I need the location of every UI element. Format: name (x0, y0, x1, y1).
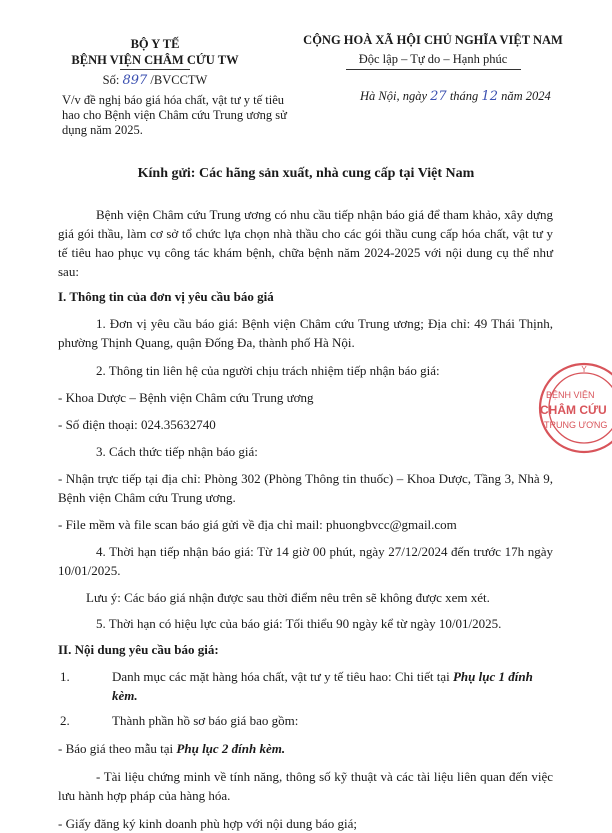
section-2-item-1 (58, 667, 553, 705)
issuer-header (60, 36, 250, 89)
handwritten-month: 12 (481, 89, 498, 104)
section-1-item-4: 4. Thời hạn tiếp nhận báo giá: Từ 14 giờ 00 phút, ngày 27/12/2024 đến trước 17h ngày 10/01/2025. (58, 544, 553, 578)
item-2-text: Thành phần hồ sơ báo giá bao gồm: (112, 713, 299, 728)
handwritten-day: 27 (430, 89, 447, 104)
receive-direct: - Nhận trực tiếp tại địa chỉ: Phòng 302 (Phòng Thông tin thuốc) – Khoa Dược, Tầng 3, Nhà 9, Bệnh viện Châm cứu Trung ương. (58, 471, 553, 505)
ministry-name: BỘ Y TẾ (130, 37, 180, 51)
section-1-item-1: 1. Đơn vị yêu cầu báo giá: Bệnh viện Châm cứu Trung ương; Địa chỉ: 49 Thái Thịnh, phường Thịnh Quang, quận Đống Đa, thành phố Hà Nội. (58, 316, 553, 350)
bullet-1-text: - Báo giá theo mẫu tại (58, 741, 174, 756)
item-2-number: 2. (60, 713, 70, 728)
issue-date (360, 89, 551, 104)
month-label: tháng (449, 89, 479, 103)
item-1-text: Danh mục các mặt hàng hóa chất, vật tư y tế tiêu hao: Chi tiết tại (112, 669, 450, 684)
late-note: Lưu ý: Các báo giá nhận được sau thời điểm nêu trên sẽ không được xem xét. (86, 590, 490, 605)
motto-underline (346, 69, 521, 70)
bullet-quote-form (58, 739, 553, 758)
year-label: năm 2024 (501, 89, 551, 103)
header-underline (120, 69, 190, 70)
red-seal-stamp (538, 362, 612, 454)
intro-paragraph: Bệnh viện Châm cứu Trung ương có nhu cầu tiếp nhận báo giá để tham khảo, xây dựng giá gói thầu, làm cơ sở tổ chức lựa chọn nhà thầu cho các gói thầu cung cấp hóa chất, vật tư y tế tiêu hao phục vụ công tác khám bệnh, chữa bệnh năm 2024-2025 với nội dung cụ thể như sau: (58, 207, 553, 279)
section-2-item-2 (58, 711, 553, 730)
document-number (60, 72, 250, 89)
stamp-line-2: CHÂM CỨU (540, 403, 607, 417)
contact-phone: - Số điện thoại: 024.35632740 (58, 417, 216, 432)
appendix-2-reference: Phụ lục 2 đính kèm. (176, 741, 286, 756)
section-1-item-5: 5. Thời hạn có hiệu lực của báo giá: Tối thiểu 90 ngày kể từ ngày 10/01/2025. (96, 616, 502, 631)
bullet-business-license: - Giấy đăng ký kinh doanh phù hợp với nội dung báo giá; (58, 816, 357, 831)
bullet-technical-docs: - Tài liệu chứng minh về tính năng, thông số kỹ thuật và các tài liệu liên quan đến việc lưu hành hợp pháp của hàng hóa. (58, 769, 553, 803)
national-motto: Độc lập – Tự do – Hạnh phúc (358, 52, 508, 66)
stamp-line-3: TRUNG ƯƠNG (544, 420, 608, 430)
number-label: Số: (102, 73, 120, 87)
appendix-1-reference: Phụ lục 1 đính kèm. (112, 669, 533, 703)
nation-title: CỘNG HOÀ XÃ HỘI CHỦ NGHĨA VIỆT NAM (303, 33, 563, 47)
receive-email: - File mềm và file scan báo giá gửi về địa chỉ mail: phuongbvcc@gmail.com (58, 517, 457, 532)
contact-department: - Khoa Dược – Bệnh viện Châm cứu Trung ương (58, 390, 314, 405)
letter-body (58, 205, 553, 833)
item-1-number: 1. (60, 669, 70, 684)
number-suffix: /BVCCTW (150, 73, 208, 87)
section-1-item-2: 2. Thông tin liên hệ của người chịu trách nhiệm tiếp nhận báo giá: (96, 363, 440, 378)
section-2-title: II. Nội dung yêu cầu báo giá: (58, 642, 219, 657)
subject-line: V/v đề nghị báo giá hóa chất, vật tư y tế tiêu hao cho Bệnh viện Châm cứu Trung ương sử dụng năm 2025. (62, 93, 287, 137)
stamp-line-1: BỆNH VIỆN (546, 390, 595, 400)
recipient-line: Kính gửi: Các hãng sản xuất, nhà cung cấp tại Việt Nam (137, 166, 475, 181)
handwritten-number: 897 (122, 73, 148, 88)
hospital-name: BỆNH VIỆN CHÂM CỨU TW (71, 53, 239, 67)
date-prefix: Hà Nội, ngày (360, 89, 428, 103)
national-header (268, 32, 598, 70)
section-1-title: I. Thông tin của đơn vị yêu cầu báo giá (58, 289, 274, 304)
stamp-top-letter: Y (581, 365, 587, 374)
section-1-item-3: 3. Cách thức tiếp nhận báo giá: (96, 444, 258, 459)
